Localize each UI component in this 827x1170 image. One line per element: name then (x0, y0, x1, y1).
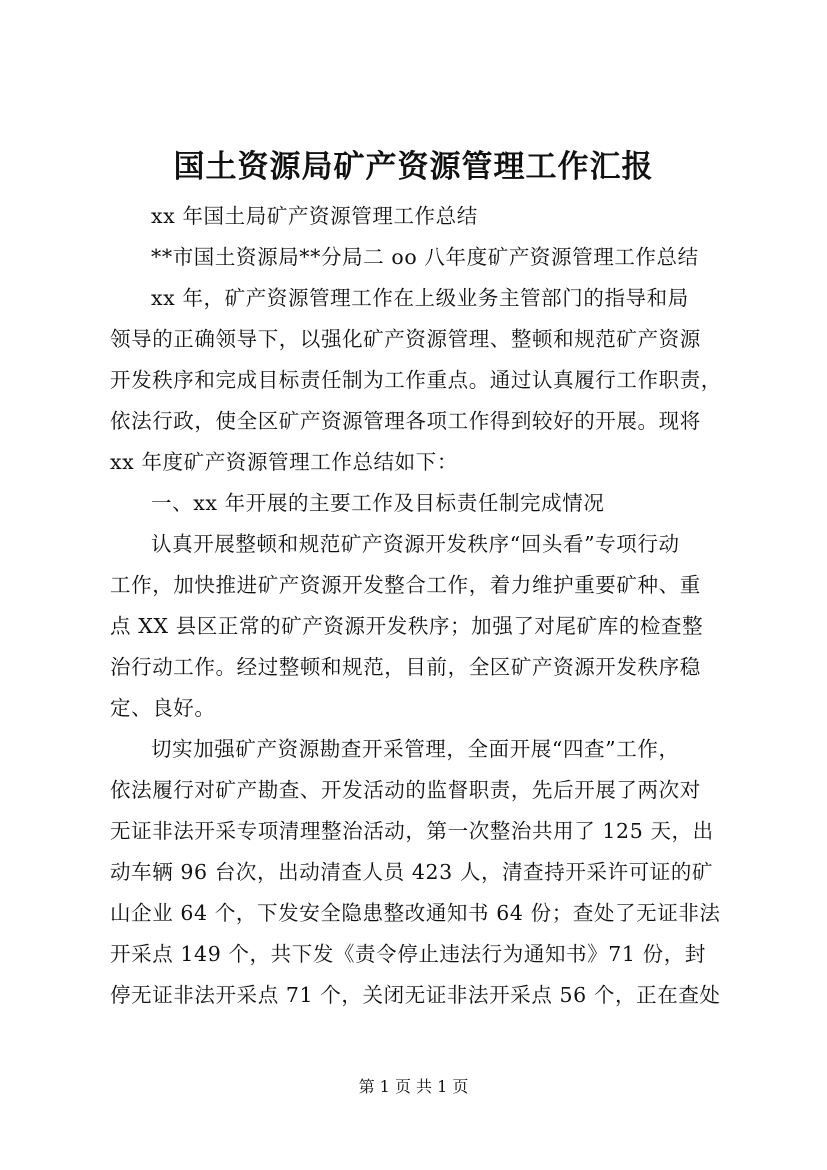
section-heading: 一、xx 年开展的主要工作及目标责任制完成情况 (151, 491, 605, 515)
paragraph-line: 切实加强矿产资源勘查开采管理，全面开展“四查”工作， (151, 737, 680, 761)
paragraph-line: 开采点 149 个，共下发《责令停止违法行为通知书》71 份，封 (110, 942, 706, 966)
paragraph-line: 停无证非法开采点 71 个，关闭无证非法开采点 56 个，正在查处 (110, 983, 721, 1007)
paragraph-line: 领导的正确领导下，以强化矿产资源管理、整顿和规范矿产资源 (110, 327, 701, 351)
document-body (110, 196, 728, 1016)
paragraph-line: 山企业 64 个，下发安全隐患整改通知书 64 份；查处了无证非法 (110, 901, 721, 925)
paragraph-line: 依法履行对矿产勘查、开发活动的监督职责，先后开展了两次对 (110, 778, 701, 802)
paragraph-line: 依法行政，使全区矿产资源管理各项工作得到较好的开展。现将 (110, 409, 701, 433)
paragraph-line: 工作，加快推进矿产资源开发整合工作，着力维护重要矿种、重 (110, 573, 701, 597)
paragraph-line: 认真开展整顿和规范矿产资源开发秩序“回头看”专项行动 (151, 532, 680, 556)
paragraph-line: 开发秩序和完成目标责任制为工作重点。通过认真履行工作职责， (110, 368, 722, 392)
document-title: 国土资源局矿产资源管理工作汇报 (173, 149, 654, 185)
paragraph-line: xx 年度矿产资源管理工作总结如下： (110, 450, 458, 474)
paragraph-line: xx 年，矿产资源管理工作在上级业务主管部门的指导和局 (151, 286, 689, 310)
page-number-footer: 第 1 页 共 1 页 (358, 1077, 469, 1096)
subtitle-line: xx 年国土局矿产资源管理工作总结 (151, 204, 478, 228)
subtitle-line: **市国土资源局**分局二 oo 八年度矿产资源管理工作总结 (151, 245, 699, 269)
paragraph-line: 治行动工作。经过整顿和规范，目前，全区矿产资源开发秩序稳 (110, 655, 701, 679)
paragraph-line: 点 XX 县区正常的矿产资源开发秩序；加强了对尾矿库的检查整 (110, 614, 704, 638)
paragraph-line: 动车辆 96 台次，出动清查人员 423 人，清查持开采许可证的矿 (110, 860, 714, 884)
paragraph-line: 定、良好。 (110, 696, 216, 720)
paragraph-line: 无证非法开采专项清理整治活动，第一次整治共用了 125 天，出 (110, 819, 714, 843)
